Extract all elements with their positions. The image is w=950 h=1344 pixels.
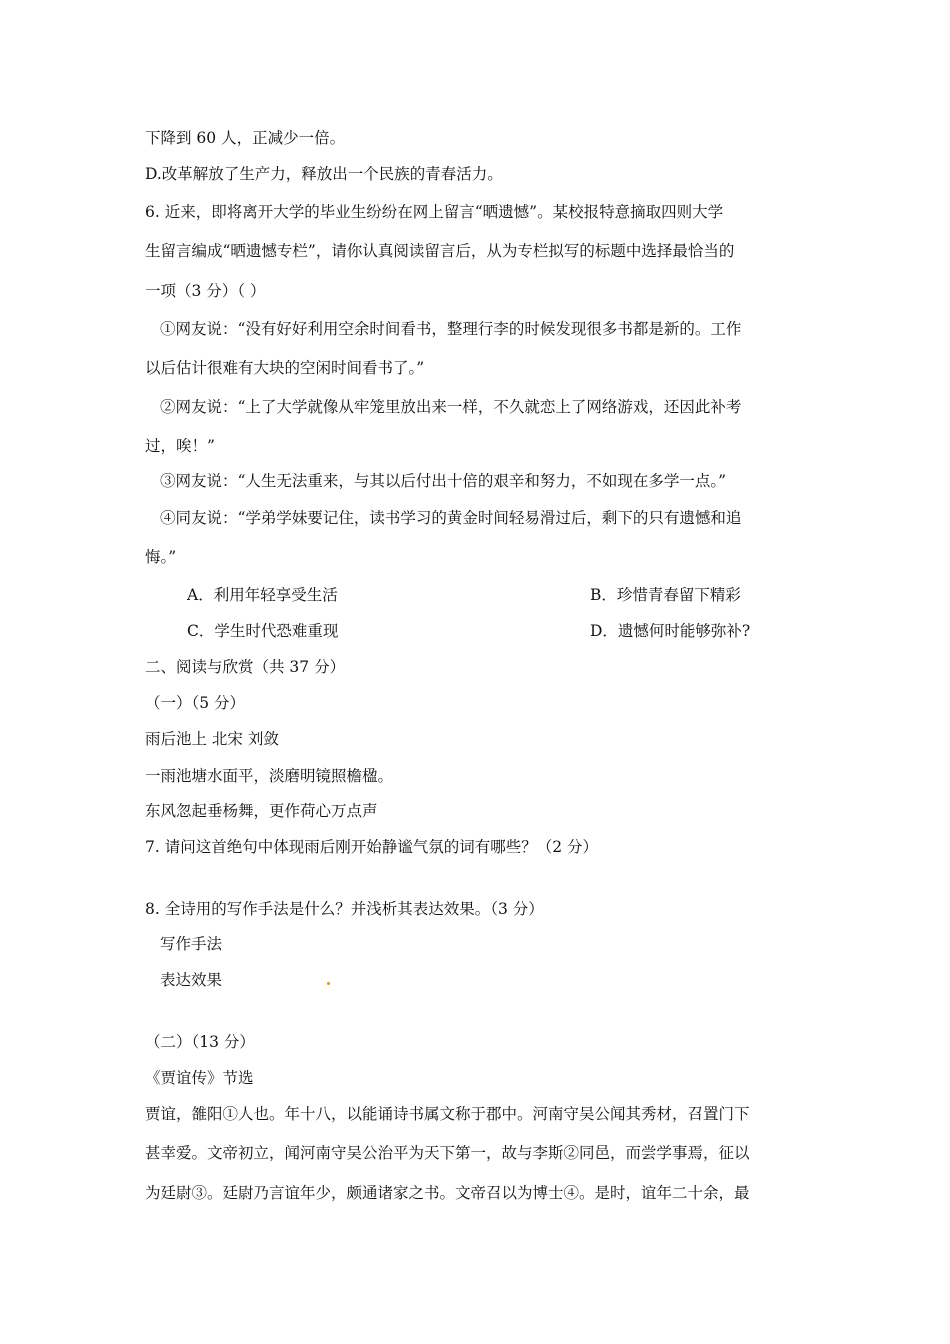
part-1-heading: （一）（5 分） — [145, 694, 246, 712]
question-7: 7. 请问这首绝句中体现雨后刚开始静谧气氛的词有哪些？（2 分） — [145, 838, 599, 856]
message-1: ①网友说：“没有好好利用空余时间看书，整理行李的时候发现很多书都是新的。工作 — [160, 320, 742, 338]
question-6-cont: 生留言编成“晒遗憾专栏”，请你认真阅读留言后，从为专栏拟写的标题中选择最恰当的 — [145, 242, 735, 260]
text-line: 下降到 60 人，正减少一倍。 — [145, 129, 346, 147]
passage-line: 为廷尉③。廷尉乃言谊年少，颇通诸家之书。文帝召以为博士④。是时，谊年二十余，最 — [145, 1184, 750, 1202]
option-row-2 — [187, 621, 751, 641]
passage-line: 贾谊，雒阳①人也。年十八，以能诵诗书属文称于郡中。河南守吴公闻其秀材，召置门下 — [145, 1105, 750, 1123]
message-4: ④同友说：“学弟学妹要记住，读书学习的黄金时间轻易滑过后，剩下的只有遗憾和追 — [160, 509, 742, 527]
option-d-line: D.改革解放了生产力，释放出一个民族的青春活力。 — [145, 165, 503, 183]
poem-line: 一雨池塘水面平，淡磨明镜照檐楹。 — [145, 767, 394, 785]
question-8: 8. 全诗用的写作手法是什么？并浅析其表达效果。（3 分） — [145, 900, 544, 918]
option-a: A．利用年轻享受生活 — [187, 586, 338, 604]
option-c: C．学生时代恐难重现 — [187, 622, 339, 640]
message-4-cont: 悔。” — [145, 548, 177, 566]
passage-title: 《贾谊传》节选 — [145, 1069, 254, 1087]
answer-label-effect: 表达效果 — [160, 971, 223, 989]
question-6: 6. 近来，即将离开大学的毕业生纷纷在网上留言“晒遗憾”。某校报特意摘取四则大学 — [145, 203, 724, 221]
stray-dot — [327, 982, 330, 985]
option-row-1 — [187, 585, 741, 605]
message-2: ②网友说：“上了大学就像从牢笼里放出来一样，不久就恋上了网络游戏，还因此补考 — [160, 398, 742, 416]
section-2-heading: 二、阅读与欣赏（共 37 分） — [145, 658, 346, 676]
question-6-cont: 一项（3 分）（ ） — [145, 282, 266, 300]
poem-title: 雨后池上 北宋 刘敛 — [145, 730, 279, 748]
message-3: ③网友说：“人生无法重来，与其以后付出十倍的艰辛和努力，不如现在多学一点。” — [160, 472, 727, 490]
message-2-cont: 过，唉！” — [145, 437, 215, 455]
part-2-heading: （二）（13 分） — [145, 1033, 255, 1051]
message-1-cont: 以后估计很难有大块的空闲时间看书了。” — [145, 359, 425, 377]
option-b: B．珍惜青春留下精彩 — [590, 586, 741, 604]
passage-line: 甚幸爱。文帝初立，闻河南守吴公治平为天下第一，故与李斯②同邑，而尝学事焉，征以 — [145, 1144, 750, 1162]
answer-label-technique: 写作手法 — [160, 935, 223, 953]
option-d: D．遗憾何时能够弥补? — [590, 622, 751, 640]
poem-line: 东风忽起垂杨舞，更作荷心万点声 — [145, 802, 378, 820]
